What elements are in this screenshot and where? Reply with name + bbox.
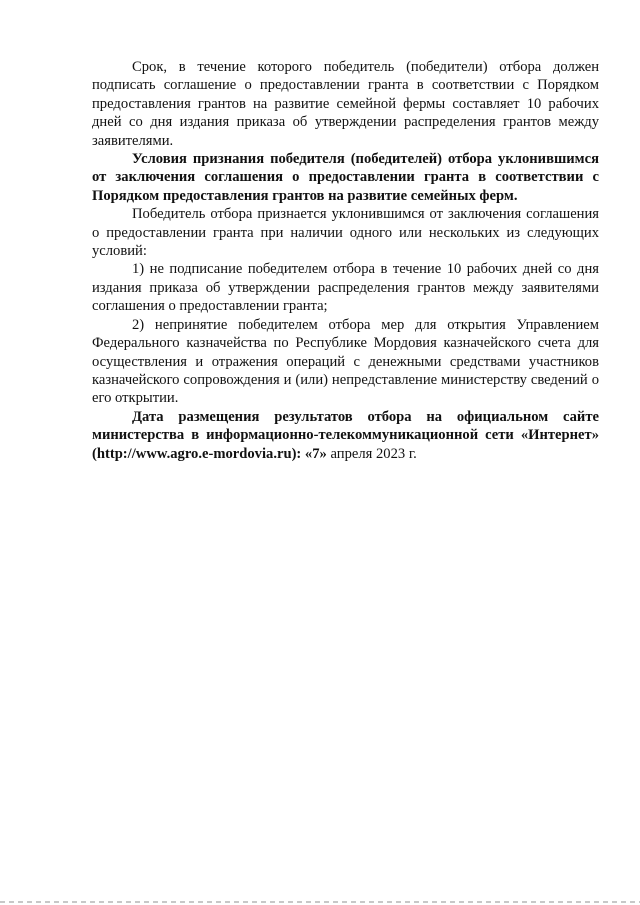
publication-date-value: апреля 2023 г. bbox=[326, 445, 417, 462]
publication-date-paragraph bbox=[92, 408, 599, 463]
deadline-paragraph: Срок, в течение которого победитель (победители) отбора должен подписать соглашение о предоставлении гранта в соответствии с Порядком предоставления грантов на развитие семейной фермы составляет 10 рабочих дней со дня издания приказа об утверждении распределения грантов между заявителями. bbox=[92, 59, 599, 149]
scan-bottom-edge bbox=[0, 901, 640, 903]
publication-date-label: Дата размещения результатов отбора на официальном сайте министерства в информационно-телекоммуникационной сети «Интернет» (http://www.agro.e-mordovia.ru): «7» bbox=[92, 408, 599, 462]
condition-item-2: 2) непринятие победителем отбора мер для открытия Управлением Федерального казначейства по Республике Мордовия казначейского счета для осуществления и отражения операций с денежными средствами участников казначейского сопровождения и (или) непредставление министерству сведений о его открытии. bbox=[92, 316, 599, 407]
condition-item-1: 1) не подписание победителем отбора в течение 10 рабочих дней со дня издания приказа об утверждении распределения грантов между заявителями соглашения о предоставлении гранта; bbox=[92, 261, 599, 315]
evasion-intro-paragraph: Победитель отбора признается уклонившимся от заключения соглашения о предоставлении гранта при наличии одного или нескольких из следующих условий: bbox=[92, 206, 599, 260]
document-page bbox=[92, 58, 599, 463]
evasion-conditions-heading: Условия признания победителя (победителей) отбора уклонившимся от заключения соглашения о предоставлении гранта в соответствии с Порядком предоставления грантов на развитие семейных ферм. bbox=[92, 151, 599, 204]
